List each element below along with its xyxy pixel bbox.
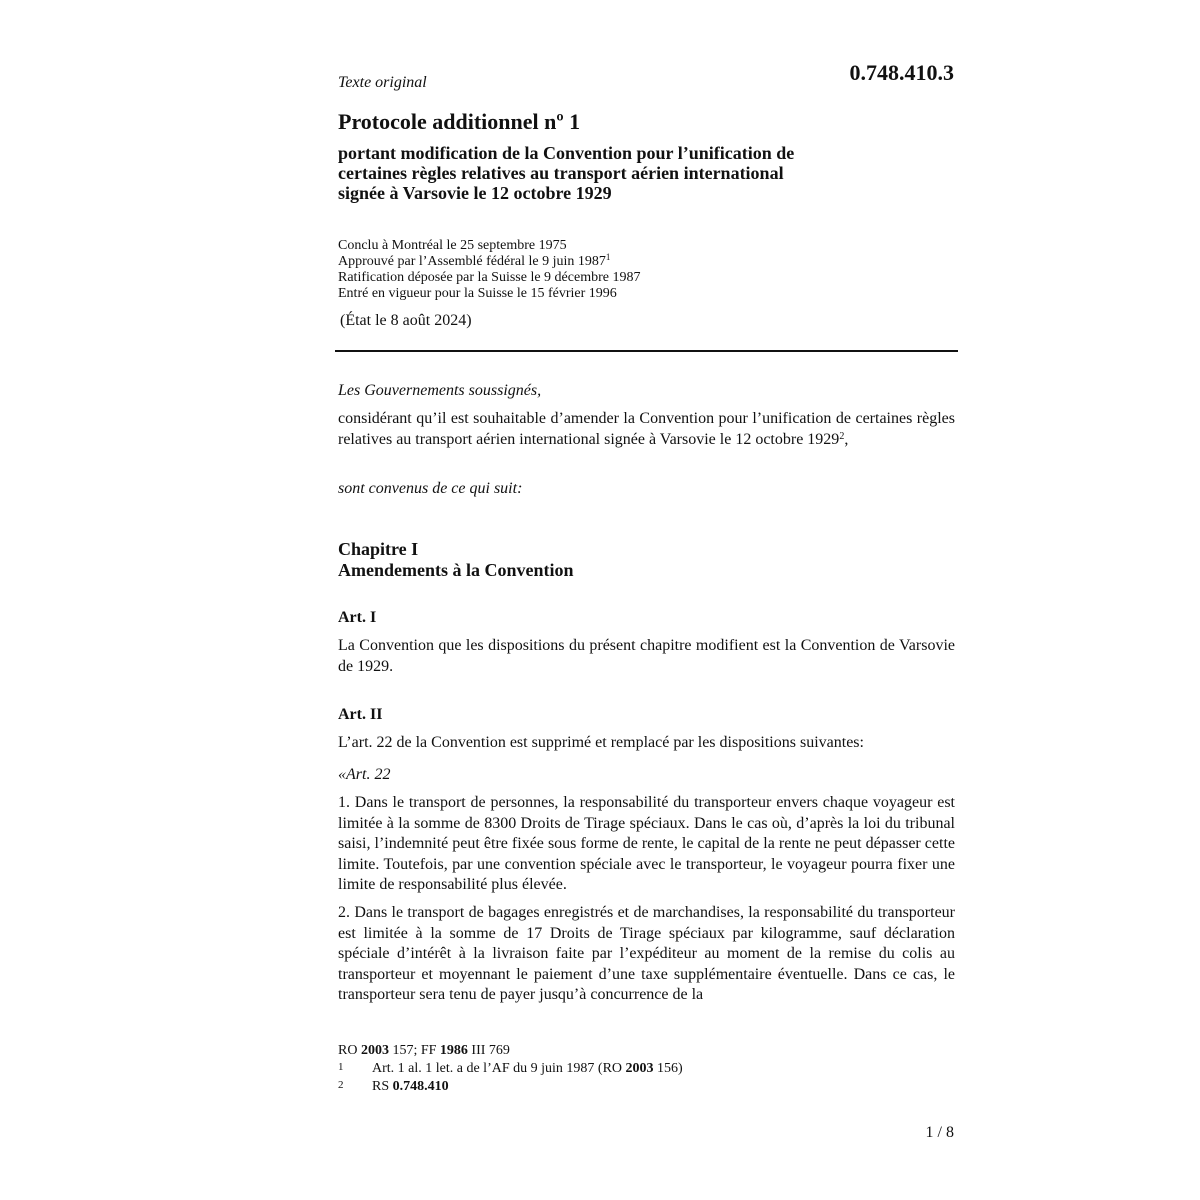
preamble-agreed: sont convenus de ce qui suit:	[338, 480, 523, 497]
chapter-title: Amendements à la Convention	[338, 560, 574, 580]
page-number: 1 / 8	[925, 1124, 954, 1141]
footnote-item	[338, 1077, 683, 1095]
footnote-number: 2	[338, 1079, 344, 1091]
ref-year: 2003	[360, 1043, 389, 1058]
article-text: La Convention que les dispositions du présent chapitre modifient est la Convention de Varsovie de 1929.	[338, 637, 955, 675]
original-text-label: Texte original	[338, 74, 427, 91]
preamble-governments: Les Gouvernements soussignés,	[338, 382, 542, 399]
approval-date	[338, 254, 640, 270]
approval-text: Approuvé par l’Assemblé fédéral le 9 juin 1987	[338, 254, 606, 269]
subtitle-line: certaines règles relatives au transport aérien international	[338, 163, 784, 183]
footnote-text: 156)	[653, 1061, 683, 1076]
document-metadata	[338, 238, 640, 302]
footnote-ref[interactable]: 2	[839, 430, 845, 442]
ref-text: 157; FF	[388, 1043, 440, 1058]
footnotes	[338, 1043, 683, 1095]
subtitle-line: signée à Varsovie le 12 octobre 1929	[338, 183, 612, 203]
official-reference	[338, 1043, 683, 1059]
footnote-bold: 2003	[625, 1061, 654, 1076]
article-paragraph: 1. Dans le transport de personnes, la responsabilité du transporteur envers chaque voyageur est limitée à la somme de 8300 Droits de Tirage spéciaux. Dans le cas où, d’après la loi du tribunal saisi, l’indemnité peut être fixée sous forme de rente, le capital de la rente ne peut dépasser cette limite. Toutefois, par une convention spéciale avec le transporteur, le voyageur pourra fixer une limite de responsabilité plus élevée.	[338, 794, 955, 893]
document-subtitle	[338, 143, 794, 203]
preamble-considering	[338, 409, 955, 450]
sr-number: 0.748.410.3	[849, 60, 954, 85]
ref-text: III 769	[467, 1043, 510, 1058]
ref-year: 1986	[439, 1043, 468, 1058]
footnote-bold: 0.748.410	[392, 1079, 449, 1094]
footnote-item	[338, 1059, 683, 1077]
article-text: L’art. 22 de la Convention est supprimé et remplacé par les dispositions suivantes:	[338, 734, 864, 751]
quoted-article-heading: «Art. 22	[338, 766, 391, 783]
ref-text: RO	[338, 1043, 361, 1058]
footnote-text: Art. 1 al. 1 let. a de l’AF du 9 juin 1987 (RO	[372, 1061, 626, 1076]
entry-into-force-date: Entré en vigueur pour la Suisse le 15 février 1996	[338, 286, 617, 301]
footnote-ref[interactable]: 1	[605, 252, 611, 262]
subtitle-line: portant modification de la Convention pour l’unification de	[338, 143, 795, 163]
article-paragraph: 2. Dans le transport de bagages enregistrés et de marchandises, la responsabilité du transporteur est limitée à la somme de 17 Droits de Tirage spéciaux par kilogramme, sauf déclaration spéciale d’intérêt à la livraison faite par l’expéditeur au moment de la remise du colis au transporteur et moyennant le paiement d’une taxe supplémentaire éventuelle. Dans ce cas, le transporteur sera tenu de payer jusqu’à concurrence de la	[338, 904, 955, 1003]
header-divider	[335, 350, 958, 352]
chapter-heading	[338, 539, 574, 581]
document-title: Protocole additionnel nº 1	[338, 109, 581, 134]
considering-end: ,	[844, 430, 849, 448]
footnote-text: RS	[372, 1079, 393, 1094]
footnote-number: 1	[338, 1061, 344, 1073]
considering-text: considérant qu’il est souhaitable d’amender la Convention pour l’unification de certaines règles relatives au transport aérien international signée à Varsovie le 12 octobre 1929	[338, 410, 955, 448]
concluded-date: Conclu à Montréal le 25 septembre 1975	[338, 238, 567, 253]
article-title: Art. I	[338, 609, 377, 626]
state-date: (État le 8 août 2024)	[340, 312, 472, 329]
article-title: Art. II	[338, 706, 383, 723]
chapter-number: Chapitre I	[338, 539, 419, 559]
ratification-date: Ratification déposée par la Suisse le 9 décembre 1987	[338, 270, 641, 285]
